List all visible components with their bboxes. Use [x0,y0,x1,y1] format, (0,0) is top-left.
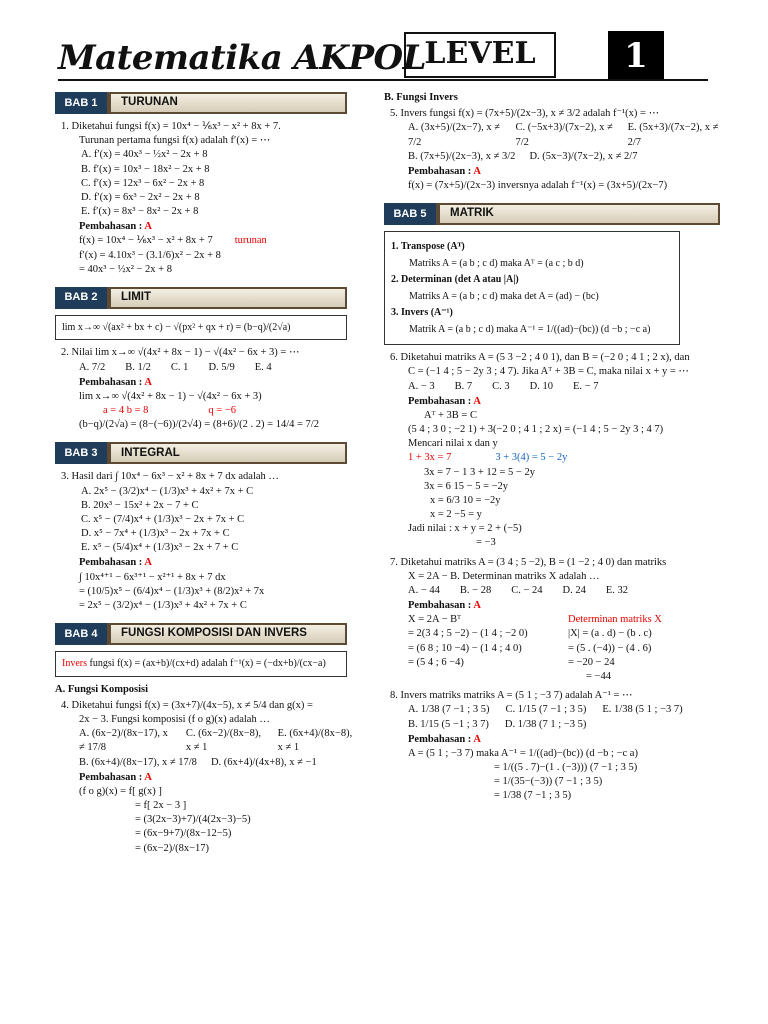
question-1-line2: Turunan pertama fungsi f(x) adalah f′(x) = ⋯ [79,135,271,147]
q6-options [384,380,720,394]
q5-option-c: C. (−5x+3)/(7x−2), x ≠ 7/2 [515,122,613,148]
q2-step-3: (b−q)/(2√a) = (8−(−6))/(2√4) = (8+6)/(2 . 2) = 14/4 = 7/2 [79,419,319,431]
q8-step-4: = 1/38 (7 −1 ; 3 5) [494,790,572,802]
q2-option-c: C. 1 [170,361,189,373]
q8-step-1: A = (5 1 ; −3 7) maka A⁻¹ = 1/((ad)−(bc)) (d −b ; −c a) [408,747,638,759]
q4-step-1: (f o g)(x) = f[ g(x) ] [79,785,162,797]
bab3-title: INTEGRAL [107,442,347,464]
bab2-title: LIMIT [107,287,347,309]
question-7-line2: X = 2A − B. Determinan matriks X adalah … [408,570,600,582]
question-7: 7. Diketahui matriks A = (3 4 ; 5 −2), B = (1 −2 ; 4 0) dan matriks [390,556,667,568]
q5-option-b: B. (7x+5)/(2x−3), x ≠ 3/2 [408,150,516,162]
q3-step-1: ∫ 10x⁴⁺¹ − 6x³⁺¹ − x²⁺¹ + 8x + 7 dx [79,571,226,583]
q1-option-e: E. f′(x) = 8x³ − 8x² − 2x + 8 [81,206,199,218]
q4-step-4: = (6x−9+7)/(8x−12−5) [135,828,232,840]
q2-option-e: E. 4 [254,361,272,373]
section-b: B. Fungsi Invers [384,92,458,103]
question-3: 3. Hasil dari ∫ 10x⁴ − 6x³ − x² + 8x + 7 dx adalah … [61,471,279,483]
q4-step-5: = (6x−2)/(8x−17) [135,842,210,854]
q4-step-2: = f[ 2x − 3 ] [135,800,187,812]
q7-option-a: A. − 44 [408,584,440,596]
q4-step-3: = (3(2x−3)+7)/(4(2x−3)−5) [135,814,251,826]
q2-option-b: B. 1/2 [125,361,151,373]
bab5-title: MATRIK [436,203,720,225]
q4-options-row2 [55,756,355,770]
q3-option-b: B. 20x³ − 15x² + 2x − 7 + C [81,499,199,511]
q6-option-a: A. − 3 [408,380,435,392]
q3-step-2: = (10/5)x⁵ − (6/4)x⁴ − (1/3)x³ + (8/2)x² + 7x [79,585,265,597]
bab5-label: BAB 5 [384,203,436,225]
transpose-rule: Matriks A = (a b ; c d) maka Aᵀ = (a c ; b d) [409,257,584,269]
q7-step-5: = −44 [586,670,611,682]
question-1: 1. Diketahui fungsi f(x) = 10x⁴ − ⅙x³ − x² + 8x + 7. [61,121,281,132]
q2-step-2: a = 4 b = 8 q = −6 [103,405,236,417]
q3-step-3: = 2x⁵ − (3/2)x⁴ − (1/3)x³ + 4x² + 7x + C [79,599,247,611]
q6-option-d: D. 10 [529,380,554,392]
q1-step-1: f(x) = 10x⁴ − ⅙x³ − x² + 8x + 7 turunan [79,235,267,247]
q6-step-10: = −3 [476,537,496,549]
q1-option-d: D. f′(x) = 6x³ − 2x² − 2x + 8 [81,191,200,203]
q7-step-2: = 2(3 4 ; 5 −2) − (1 4 ; −2 0) |X| = (a . d) − (b . c) [408,628,652,640]
q2-step-1: lim x→∞ √(4x² + 8x − 1) − √(4x² − 6x + 3) [79,390,262,402]
q6-pembahasan: Pembahasan : A [408,395,481,407]
q8-option-d: D. 1/38 (7 1 ; −3 5) [504,718,587,730]
q3-option-e: E. x⁵ − (5/4)x⁴ + (1/3)x³ − 2x + 7 + C [81,542,239,554]
q4-option-c: C. (6x−2)/(8x−8), x ≠ 1 [185,728,262,754]
q2-options [55,361,355,375]
q4-options-row1 [55,727,355,755]
q7-step-3: = (6 8 ; 10 −4) − (1 4 ; 4 0) = (5 . (−4)) − (4 . 6) [408,642,652,654]
bab1-label: BAB 1 [55,92,107,114]
q1-pembahasan: Pembahasan : A [79,221,152,233]
q6-step-1: Aᵀ + 3B = C [424,409,477,421]
question-6-line2: C = (−1 4 ; 5 − 2y 3 ; 4 7). Jika Aᵀ + 3B = C, maka nilai x + y = ⋯ [408,366,689,378]
transpose-heading: 1. Transpose (Aᵀ) [391,241,465,253]
q7-option-d: D. 24 [562,584,586,596]
q4-option-a: A. (6x−2)/(8x−17), x ≠ 17/8 [79,728,168,754]
q2-option-d: D. 5/9 [208,361,235,373]
q3-option-c: C. x⁵ − (7/4)x⁴ + (1/3)x³ − 2x + 7x + C [81,513,245,525]
q5-option-d: D. (5x−3)/(7x−2), x ≠ 2/7 [529,150,638,162]
q7-option-c: C. − 24 [511,584,543,596]
question-4: 4. Diketahui fungsi f(x) = (3x+7)/(4x−5), x ≠ 5/4 dan g(x) = [61,699,313,711]
q5-option-e: E. (5x+3)/(7x−2), x ≠ 2/7 [627,122,719,148]
q8-step-3: = 1/(35−(−3)) (7 −1 ; 3 5) [494,776,603,788]
q6-step-3: Mencari nilai x dan y [408,438,498,450]
q7-step-4: = (5 4 ; 6 −4) = −20 − 24 [408,656,615,668]
matrix-rules-box [384,231,680,345]
question-6: 6. Diketahui matriks A = (5 3 −2 ; 4 0 1), dan B = (−2 0 ; 4 1 ; 2 x), dan [390,352,690,364]
q5-option-a: A. (3x+5)/(2x−7), x ≠ 7/2 [408,122,500,148]
q6-option-b: B. 7 [454,380,473,392]
q4-option-e: E. (6x+4)/(8x−8), x ≠ 1 [277,728,353,754]
q8-options-row2 [384,718,720,732]
determinant-rule: Matriks A = (a b ; c d) maka det A = (ad) − (bc) [409,290,599,302]
q1-step-3: = 40x³ − ½x² − 2x + 8 [79,263,172,275]
level-number: 1 [608,31,664,81]
bab4-header [55,623,355,645]
right-column [384,88,720,804]
bab5-header [384,203,720,225]
q3-pembahasan: Pembahasan : A [79,557,152,569]
q8-options-row1 [384,703,720,717]
bab1-title: TURUNAN [107,92,347,114]
q8-option-a: A. 1/38 (7 −1 ; 3 5) [408,704,490,716]
q7-options [384,584,720,598]
q4-option-b: B. (6x+4)/(8x−17), x ≠ 17/8 [79,756,197,768]
q4-pembahasan: Pembahasan : A [79,771,152,783]
q1-option-b: B. f′(x) = 10x³ − 18x² − 2x + 8 [81,163,210,175]
inverse-rule: Matrik A = (a b ; c d) maka A⁻¹ = 1/((ad)−(bc)) (d −b ; −c a) [409,323,651,335]
q6-step-2: (5 4 ; 3 0 ; −2 1) + 3(−2 0 ; 4 1 ; 2 x) = (−1 4 ; 5 − 2y 3 ; 4 7) [408,424,664,436]
question-2: 2. Nilai lim x→∞ √(4x² + 8x − 1) − √(4x² − 6x + 3) = ⋯ [61,347,300,359]
q6-step-6: 3x = 6 15 − 5 = −2y [424,480,509,492]
q1-option-a: A. f′(x) = 40x³ − ½x² − 2x + 8 [81,149,208,161]
q6-option-e: E. − 7 [573,380,599,392]
section-a: A. Fungsi Komposisi [55,683,149,695]
q2-pembahasan: Pembahasan : A [79,376,152,388]
q6-step-7: x = 6/3 10 = −2y [430,494,501,506]
q7-option-b: B. − 28 [459,584,492,596]
q6-step-9: Jadi nilai : x + y = 2 + (−5) [408,523,522,535]
limit-formula: lim x→∞ √(ax² + bx + c) − √(px² + qx + r) = (b−q)/(2√a) [62,321,291,333]
bab4-title: FUNGSI KOMPOSISI DAN INVERS [107,623,347,645]
bab4-label: BAB 4 [55,623,107,645]
q7-step-1: X = 2A − Bᵀ Determinan matriks X [408,614,662,626]
q1-step-2: f′(x) = 4.10x³ − (3.1/6)x² − 2x + 8 [79,249,221,261]
bab3-label: BAB 3 [55,442,107,464]
limit-formula-box [55,315,347,341]
determinant-heading: 2. Determinan (det A atau |A|) [391,274,519,286]
bab2-label: BAB 2 [55,287,107,309]
q5-options-row1 [384,121,720,149]
invers-formula-box [55,651,347,677]
page-title: Matematika AKPOL [58,38,427,78]
q5-pembahasan: Pembahasan : A [408,165,481,177]
q3-option-a: A. 2x⁵ − (3/2)x⁴ − (1/3)x³ + 4x² + 7x + C [81,485,254,497]
q8-option-e: E. 1/38 (5 1 ; −3 7) [602,704,683,716]
q7-option-e: E. 32 [605,584,629,596]
question-8: 8. Invers matriks matriks A = (5 1 ; −3 7) adalah A⁻¹ = ⋯ [390,690,633,702]
q1-note: turunan [234,235,267,247]
question-4-line2: 2x − 3. Fungsi komposisi (f o g)(x) adalah … [79,713,270,725]
q2-option-a: A. 7/2 [79,361,106,373]
q4-option-d: D. (6x+4)/(4x+8), x ≠ −1 [210,756,317,768]
q5-options-row2 [384,150,720,164]
bab1-header [55,92,355,114]
question-5: 5. Invers fungsi f(x) = (7x+5)/(2x−3), x ≠ 3/2 adalah f⁻¹(x) = ⋯ [390,108,660,120]
q8-step-2: = 1/((5 . 7)−(1 . (−3))) (7 −1 ; 3 5) [494,762,638,774]
q6-step-4: 1 + 3x = 7 3 + 3(4) = 5 − 2y [408,452,568,464]
q8-pembahasan: Pembahasan : A [408,733,481,745]
invers-formula: Invers fungsi f(x) = (ax+b)/(cx+d) adalah f⁻¹(x) = (−dx+b)/(cx−a) [62,658,326,670]
header-divider [58,79,708,81]
level-label: LEVEL [404,32,556,78]
q6-step-5: 3x = 7 − 1 3 + 12 = 5 − 2y [424,466,535,478]
q8-option-c: C. 1/15 (7 −1 ; 3 5) [505,704,587,716]
q3-option-d: D. x⁵ − 7x⁴ + (1/3)x³ − 2x + 7x + C [81,528,230,540]
bab3-header [55,442,355,464]
q6-option-c: C. 3 [492,380,510,392]
q5-step-1: f(x) = (7x+5)/(2x−3) inversnya adalah f⁻¹(x) = (3x+5)/(2x−7) [408,180,668,192]
q8-option-b: B. 1/15 (5 −1 ; 3 7) [408,718,489,730]
bab2-header [55,287,355,309]
q7-pembahasan: Pembahasan : A [408,600,481,612]
q6-step-8: x = 2 −5 = y [430,509,482,521]
left-column [55,88,355,856]
inverse-heading: 3. Invers (A⁻¹) [391,307,453,319]
q1-option-c: C. f′(x) = 12x³ − 6x² − 2x + 8 [81,177,205,189]
